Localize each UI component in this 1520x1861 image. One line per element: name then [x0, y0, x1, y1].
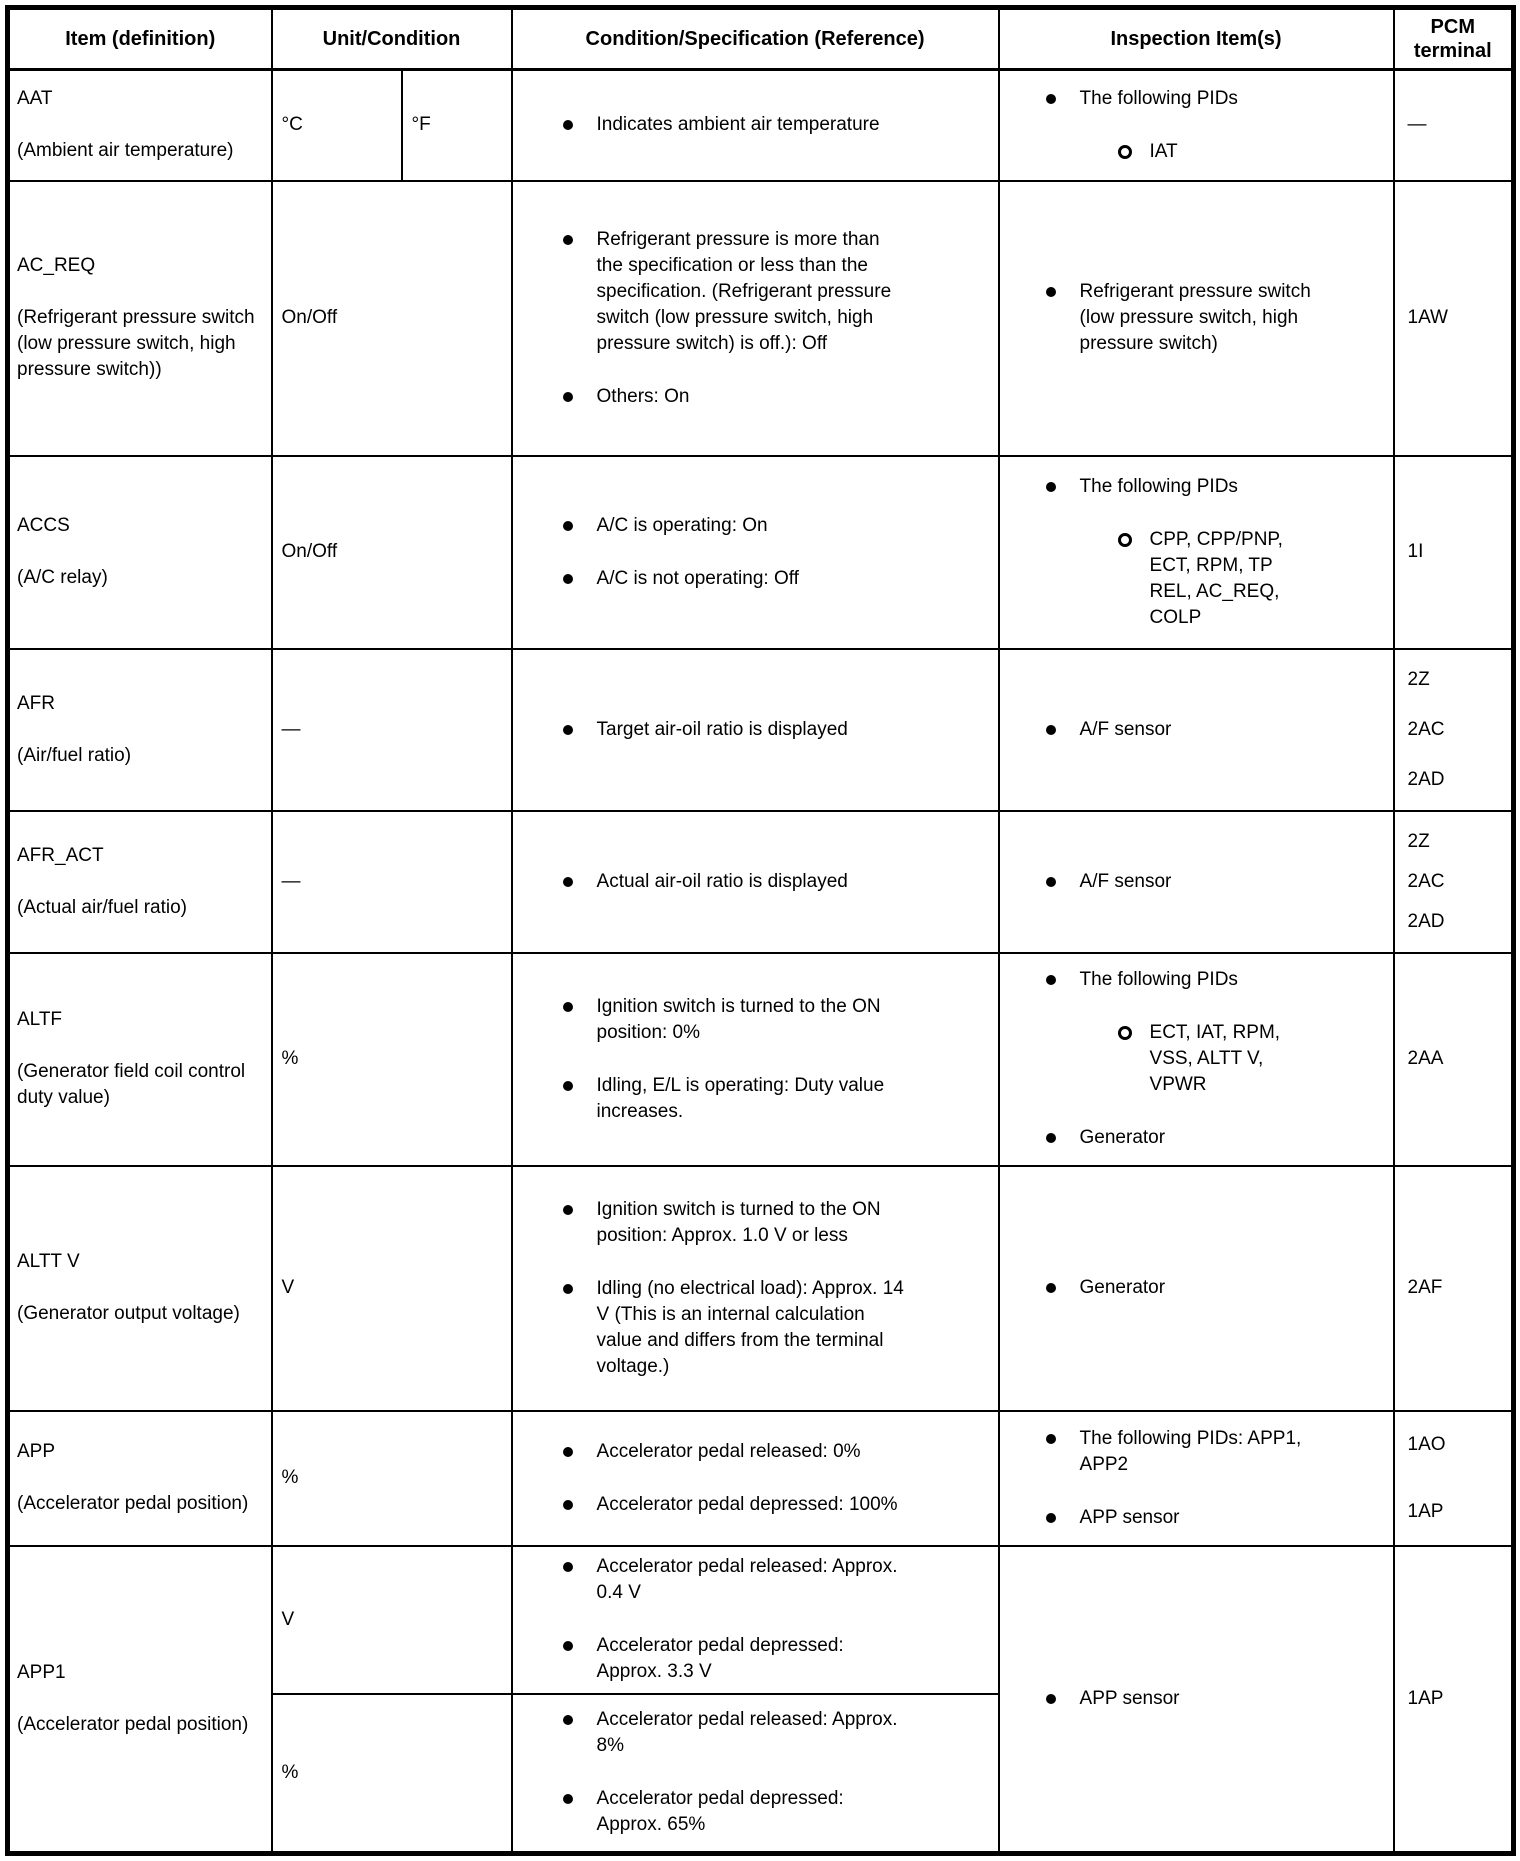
- bullet-icon: [1046, 94, 1056, 104]
- condition-bullet: Idling (no electrical load): Approx. 14 V (This is an internal calculation value and differs from the terminal voltage.): [563, 1276, 992, 1380]
- bullet-icon: [563, 1562, 573, 1572]
- inspection-bullet: A/F sensor: [1046, 869, 1389, 895]
- cell-altf-inspection: [999, 953, 1394, 1166]
- bullet-icon: [563, 392, 573, 402]
- bullet-icon: [563, 1641, 573, 1651]
- cell-aat-inspection: [999, 70, 1394, 181]
- item-definition: (Air/fuel ratio): [17, 744, 132, 766]
- table-header-row: [8, 8, 1514, 70]
- inspection-bullet: The following PIDs: APP1, APP2: [1046, 1426, 1389, 1478]
- condition-bullet: A/C is operating: On: [563, 513, 992, 539]
- condition-bullet: Idling, E/L is operating: Duty value increases.: [563, 1073, 992, 1125]
- sub-bullet-icon: [1118, 1026, 1132, 1040]
- cell-aat-item: [8, 70, 272, 181]
- pcm-terminal-value: 2AD: [1407, 768, 1445, 790]
- pcm-terminal-value: 1AP: [1407, 1500, 1444, 1522]
- item-name: APP1: [17, 1661, 66, 1683]
- condition-bullet: Indicates ambient air temperature: [563, 112, 992, 138]
- table-row-altt-v: [8, 1166, 1514, 1411]
- item-definition: (Ambient air temperature): [17, 140, 234, 162]
- table-row-accs: [8, 456, 1514, 649]
- bullet-icon: [1046, 1283, 1056, 1293]
- cell-app1-condition-volts: [512, 1546, 999, 1694]
- cell-app1-inspection: [999, 1546, 1394, 1854]
- cell-accs-pcm: 1I: [1394, 456, 1514, 649]
- bullet-icon: [1046, 1694, 1056, 1704]
- cell-afr-condition: [512, 649, 999, 811]
- bullet-icon: [563, 521, 573, 531]
- cell-app1-unit-percent: %: [272, 1694, 512, 1854]
- table-row-ac-req: [8, 181, 1514, 456]
- cell-accs-condition: [512, 456, 999, 649]
- cell-app-inspection: [999, 1411, 1394, 1546]
- pcm-terminal-value: 2AD: [1407, 910, 1445, 932]
- bullet-icon: [563, 1284, 573, 1294]
- bullet-icon: [1046, 725, 1056, 735]
- header-condition-specification: Condition/Specification (Reference): [512, 8, 999, 70]
- bullet-icon: [1046, 482, 1056, 492]
- pcm-terminal-value: 2Z: [1407, 668, 1430, 690]
- condition-bullet: Ignition switch is turned to the ON position: Approx. 1.0 V or less: [563, 1197, 992, 1249]
- condition-bullet: Others: On: [563, 384, 992, 410]
- bullet-icon: [563, 1447, 573, 1457]
- item-definition: (Accelerator pedal position): [17, 1493, 249, 1514]
- condition-bullet: Accelerator pedal depressed: 100%: [563, 1492, 992, 1518]
- cell-aat-condition: [512, 70, 999, 181]
- cell-accs-inspection: [999, 456, 1394, 649]
- bullet-icon: [563, 1715, 573, 1725]
- condition-bullet: Accelerator pedal depressed: Approx. 65%: [563, 1786, 992, 1838]
- sub-bullet-icon: [1118, 533, 1132, 547]
- header-pcm-terminal: PCM terminal: [1394, 8, 1514, 70]
- condition-bullet: Refrigerant pressure is more than the specification or less than the specification. (Refrigerant pressure switch (low pressure switch, high pressure switch) is off.): Off: [563, 227, 992, 357]
- cell-app1-pcm: 1AP: [1394, 1546, 1514, 1854]
- cell-afr-act-unit: —: [272, 811, 512, 953]
- cell-accs-unit: On/Off: [272, 456, 512, 649]
- bullet-icon: [563, 1794, 573, 1804]
- inspection-sub-bullet: IAT: [1118, 139, 1238, 165]
- cell-afr-act-pcm: [1394, 811, 1514, 953]
- inspection-bullet: Generator: [1046, 1125, 1389, 1151]
- table-row-altf: [8, 953, 1514, 1166]
- condition-bullet: A/C is not operating: Off: [563, 566, 992, 592]
- pid-table: [5, 5, 1516, 1856]
- inspection-bullet: APP sensor: [1046, 1686, 1389, 1712]
- item-definition: (Accelerator pedal position): [17, 1713, 249, 1735]
- inspection-bullet: Generator: [1046, 1275, 1389, 1301]
- header-item-definition: Item (definition): [8, 8, 272, 70]
- cell-altf-item: [8, 953, 272, 1166]
- item-name: AFR: [17, 692, 55, 714]
- cell-altf-condition: [512, 953, 999, 1166]
- cell-altt-v-unit: V: [272, 1166, 512, 1411]
- pcm-terminal-value: 2Z: [1407, 830, 1430, 852]
- cell-afr-pcm: [1394, 649, 1514, 811]
- cell-ac-req-inspection: [999, 181, 1394, 456]
- cell-app1-condition-percent: [512, 1694, 999, 1854]
- inspection-bullet: Refrigerant pressure switch (low pressure switch, high pressure switch): [1046, 279, 1389, 357]
- bullet-icon: [1046, 287, 1056, 297]
- table-row-afr: [8, 649, 1514, 811]
- pcm-terminal-value: 2AC: [1407, 870, 1445, 892]
- cell-afr-inspection: [999, 649, 1394, 811]
- bullet-icon: [563, 877, 573, 887]
- cell-aat-pcm: —: [1394, 70, 1514, 181]
- pcm-terminal-value: 1AO: [1407, 1433, 1446, 1455]
- cell-ac-req-unit: On/Off: [272, 181, 512, 456]
- condition-bullet: Accelerator pedal released: Approx. 0.4 V: [563, 1554, 992, 1606]
- cell-app1-unit-volts: V: [272, 1546, 512, 1694]
- item-name: ALTF: [17, 1009, 63, 1030]
- bullet-icon: [563, 1205, 573, 1215]
- cell-altt-v-inspection: [999, 1166, 1394, 1411]
- cell-altt-v-condition: [512, 1166, 999, 1411]
- bullet-icon: [563, 1500, 573, 1510]
- bullet-icon: [563, 725, 573, 735]
- item-definition: (Refrigerant pressure switch (low pressure switch, high pressure switch)): [17, 307, 255, 380]
- table-row-aat: [8, 70, 1514, 181]
- condition-bullet: Actual air-oil ratio is displayed: [563, 869, 992, 895]
- cell-app-item: [8, 1411, 272, 1546]
- bullet-icon: [1046, 1434, 1056, 1444]
- cell-altt-v-item: [8, 1166, 272, 1411]
- bullet-icon: [563, 235, 573, 245]
- item-definition: (Generator field coil control duty value): [17, 1061, 246, 1108]
- cell-altf-pcm: 2AA: [1394, 953, 1514, 1166]
- condition-bullet: Accelerator pedal released: 0%: [563, 1439, 992, 1465]
- header-unit-condition: Unit/Condition: [272, 8, 512, 70]
- cell-app-pcm: [1394, 1411, 1514, 1546]
- cell-app1-item: [8, 1546, 272, 1854]
- table-row-app: [8, 1411, 1514, 1546]
- item-name: AFR_ACT: [17, 844, 104, 866]
- item-definition: (Generator output voltage): [17, 1303, 240, 1324]
- bullet-icon: [1046, 877, 1056, 887]
- item-name: AAT: [17, 88, 53, 110]
- inspection-bullet: The following PIDs ECT, IAT, RPM, VSS, ALTT V, VPWR: [1046, 967, 1389, 1098]
- inspection-bullet: The following PIDs CPP, CPP/PNP, ECT, RPM, TP REL, AC_REQ, COLP: [1046, 474, 1389, 631]
- table-row-afr-act: [8, 811, 1514, 953]
- cell-aat-unit-fahrenheit: °F: [402, 70, 512, 181]
- inspection-bullet: APP sensor: [1046, 1505, 1389, 1531]
- cell-accs-item: [8, 456, 272, 649]
- bullet-icon: [1046, 1513, 1056, 1523]
- inspection-bullet: A/F sensor: [1046, 717, 1389, 743]
- item-name: ALTT V: [17, 1251, 80, 1272]
- bullet-icon: [563, 1081, 573, 1091]
- cell-afr-act-inspection: [999, 811, 1394, 953]
- cell-altf-unit: %: [272, 953, 512, 1166]
- condition-bullet: Accelerator pedal released: Approx. 8%: [563, 1707, 992, 1759]
- bullet-icon: [563, 1002, 573, 1012]
- bullet-icon: [563, 120, 573, 130]
- item-name: AC_REQ: [17, 255, 96, 276]
- bullet-icon: [563, 574, 573, 584]
- cell-afr-item: [8, 649, 272, 811]
- cell-afr-act-item: [8, 811, 272, 953]
- cell-aat-unit-celsius: °C: [272, 70, 402, 181]
- item-definition: (A/C relay): [17, 567, 108, 588]
- cell-ac-req-pcm: 1AW: [1394, 181, 1514, 456]
- item-name: APP: [17, 1441, 56, 1462]
- item-definition: (Actual air/fuel ratio): [17, 896, 188, 918]
- cell-afr-unit: —: [272, 649, 512, 811]
- header-inspection-items: Inspection Item(s): [999, 8, 1394, 70]
- cell-ac-req-item: [8, 181, 272, 456]
- bullet-icon: [1046, 1133, 1056, 1143]
- cell-altt-v-pcm: 2AF: [1394, 1166, 1514, 1411]
- pcm-terminal-value: 2AC: [1407, 718, 1445, 740]
- cell-ac-req-condition: [512, 181, 999, 456]
- inspection-bullet: The following PIDs IAT: [1046, 86, 1389, 165]
- sub-bullet-icon: [1118, 145, 1132, 159]
- cell-app-condition: [512, 1411, 999, 1546]
- condition-bullet: Target air-oil ratio is displayed: [563, 717, 992, 743]
- inspection-sub-bullet: ECT, IAT, RPM, VSS, ALTT V, VPWR: [1118, 1020, 1310, 1098]
- inspection-sub-bullet: CPP, CPP/PNP, ECT, RPM, TP REL, AC_REQ, COLP: [1118, 527, 1310, 631]
- table-row-app1-volts: [8, 1546, 1514, 1694]
- cell-afr-act-condition: [512, 811, 999, 953]
- condition-bullet: Ignition switch is turned to the ON position: 0%: [563, 994, 992, 1046]
- bullet-icon: [1046, 975, 1056, 985]
- cell-app-unit: %: [272, 1411, 512, 1546]
- item-name: ACCS: [17, 515, 70, 536]
- condition-bullet: Accelerator pedal depressed: Approx. 3.3 V: [563, 1633, 992, 1685]
